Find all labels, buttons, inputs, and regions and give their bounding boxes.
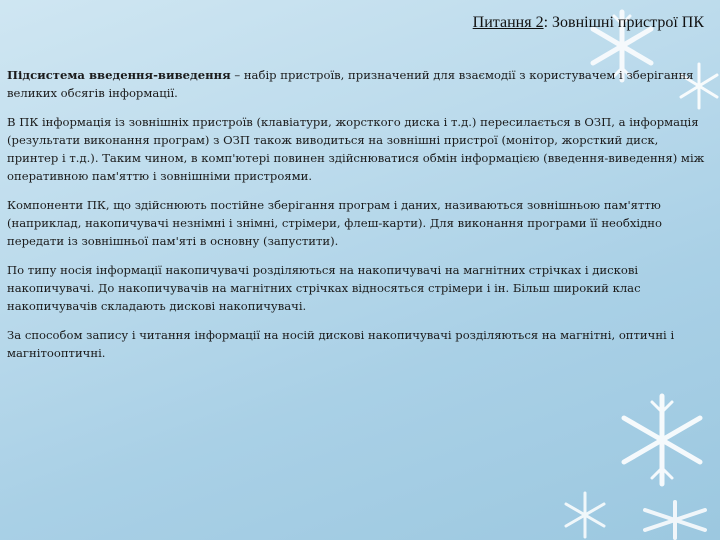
paragraph-storage-types: По типу носія інформації накопичувачі розділяються на накопичувачі на магнітних стрічках і дискові накопичувачі. До накопичувачів на магнітних стрічках відносяться стрімери і ін. Більш широкий клас накопичувачів складають дискові накопичувачі. <box>7 262 641 314</box>
paragraph-definition-text: – набір пристроїв, призначений для взаємодії з користувачем і зберігання великих обсягів інформації. <box>7 68 694 101</box>
title-prefix: Питання 2 <box>472 14 544 31</box>
title-rest: : Зовнішні пристрої ПК <box>543 14 704 31</box>
paragraph-disk-types: За способом запису і читання інформації на носій дискові накопичувачі розділяються на магнітні, оптичні і магнітооптичні. <box>7 327 675 360</box>
paragraph-io-exchange: В ПК інформація із зовнішніх пристроїв (клавіатури, жорсткого диска і т.д.) пересилається в ОЗП, а інформація (результати виконання програм) з ОЗП також виводиться на зовнішні пристрої (монітор, жорсткий диск, принтер і т.д.). Таким чином, в комп'ютері повинен здійснюватися обмін інформацією (введення-виведення) між оперативною пам'яттю і зовнішніми пристроями. <box>7 114 705 184</box>
snowflake-icon <box>560 490 610 540</box>
slide-body <box>7 66 713 372</box>
term-bold: Підсистема введення-виведення <box>7 68 231 82</box>
paragraph-definition <box>7 66 713 103</box>
slide-title <box>473 14 704 32</box>
snowflake-icon <box>640 500 710 540</box>
paragraph-external-memory: Компоненти ПК, що здійснюють постійне зберігання програм і даних, називаються зовнішньою пам'яттю (наприклад, накопичувачі незнімні і знімні, стрімери, флеш-карти). Для виконання програми її необхідно передати із зовнішньої пам'яті в основну (запустити). <box>7 197 662 249</box>
snowflake-icon <box>612 390 712 490</box>
